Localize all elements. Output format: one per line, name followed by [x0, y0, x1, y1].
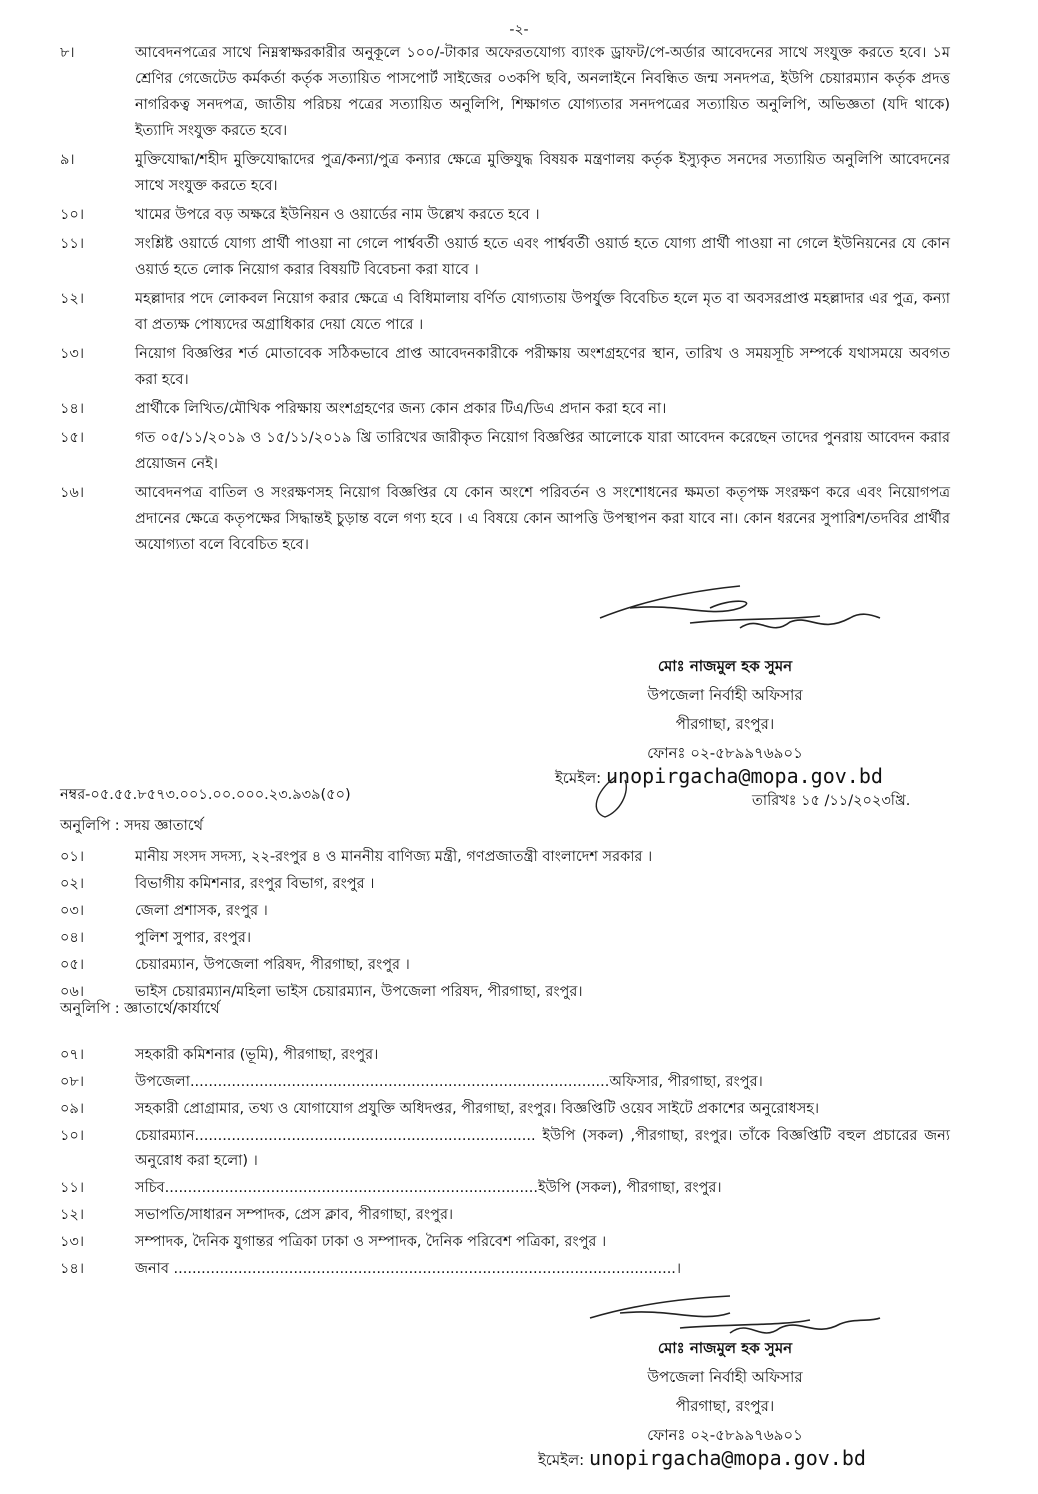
item-text: খামের উপরে বড় অক্ষরে ইউনিয়ন ও ওয়ার্ডের নাম উল্লেখ করতে হবে ।	[135, 207, 540, 223]
condition-item	[60, 231, 950, 283]
item-number: ৯।	[60, 152, 75, 168]
copy-item	[60, 1176, 950, 1201]
condition-item	[60, 40, 950, 144]
item-number: ৮।	[60, 45, 75, 61]
item-number: ১১।	[60, 236, 85, 252]
item-number: ১৩।	[60, 1234, 85, 1250]
memo-number: নম্বর-০৫.৫৫.৮৫৭৩.০০১.০০.০০০.২৩.৯৩৯(৫০)	[60, 787, 351, 803]
item-number: ১২।	[60, 1207, 85, 1223]
item-text: জেলা প্রশাসক, রংপুর ।	[135, 903, 268, 919]
item-text: সহকারী কমিশনার (ভূমি), পীরগাছা, রংপুর।	[135, 1047, 379, 1063]
item-text: বিভাগীয় কমিশনার, রংপুর বিভাগ, রংপুর ।	[135, 876, 375, 892]
item-text: চেয়ারম্যান.......................................................................... ইউপি (সকল) ,পীরগাছা, রংপুর। তাঁকে বিজ্ঞপ্তিটি বহুল প্রচারের জন্য অনুরোধ করা হলো) ।	[135, 1128, 950, 1169]
condition-item	[60, 425, 950, 477]
copy-item	[60, 1124, 950, 1174]
signatory-title: উপজেলা নির্বাহী অফিসার	[647, 686, 803, 704]
item-text: পুলিশ সুপার, রংপুর।	[135, 930, 252, 946]
copy-item	[60, 1043, 950, 1068]
page-number: -২-	[509, 22, 529, 38]
signatory-place: পীরগাছা, রংপুর।	[675, 715, 775, 733]
item-number: ১৪।	[60, 401, 85, 417]
item-number: ০৮।	[60, 1074, 85, 1090]
copy-item	[60, 953, 950, 978]
item-number: ১৪।	[60, 1261, 85, 1277]
item-text: জনাব .............................................................................................................।	[135, 1261, 682, 1277]
copy-item	[60, 1203, 950, 1228]
item-text: ভাইস চেয়ারম্যান/মহিলা ভাইস চেয়ারম্যান, উপজেলা পরিষদ, পীরগাছা, রংপুর।	[135, 984, 583, 1000]
item-number: ১৫।	[60, 430, 85, 446]
signature-block-1	[560, 652, 890, 768]
copy-item	[60, 845, 950, 870]
item-number: ১১।	[60, 1180, 85, 1196]
item-text: সহকারী প্রোগ্রামার, তথ্য ও যোগাযোগ প্রযুক্তি অধিদপ্তর, পীরগাছা, রংপুর। বিজ্ঞপ্তিটি ওয়েব সাইটে প্রকাশের অনুরোধসহ।	[135, 1101, 820, 1117]
item-text: গত ০৫/১১/২০১৯ ও ১৫/১১/২০১৯ খ্রি তারিখের জারীকৃত নিয়োগ বিজ্ঞপ্তির আলোকে যারা আবেদন করেছেন তাদের পুনরায় আবেদন করার প্রয়োজন নেই।	[135, 430, 950, 472]
signatory-name: মোঃ নাজমুল হক সুমন	[657, 657, 793, 675]
copy-action-list	[60, 1043, 950, 1284]
item-number: ১৬।	[60, 485, 85, 501]
item-text: সংশ্লিষ্ট ওয়ার্ডে যোগ্য প্রার্থী পাওয়া না গেলে পার্শ্ববর্তী ওয়ার্ড হতে এবং পার্শ্ববর্তী ওয়ার্ড হতে যোগ্য প্রার্থী পাওয়া না গেলে ইউনিয়নের যে কোন ওয়ার্ড হতে লোক নিয়োগ করার বিষয়টি বিবেচনা করা যাবে ।	[135, 236, 950, 278]
item-text: মানীয় সংসদ সদস্য, ২২-রংপুর ৪ ও মাননীয় বাণিজ্য মন্ত্রী, গণপ্রজাতন্ত্রী বাংলাদেশ সরকার ।	[135, 849, 653, 865]
copy-action-label: অনুলিপি : জ্ঞাতার্থে/কার্যার্থে	[60, 1001, 220, 1017]
signatory-title: উপজেলা নির্বাহী অফিসার	[647, 1368, 803, 1386]
copy-item	[60, 1257, 950, 1282]
copy-item	[60, 1097, 950, 1122]
item-text: মুক্তিযোদ্ধা/শহীদ মুক্তিযোদ্ধাদের পুত্র/কন্যা/পুত্র কন্যার ক্ষেত্রে মুক্তিযুদ্ধ বিষয়ক মন্ত্রণালয় কর্তৃক ইস্যুকৃত সনদের সত্যায়িত অনুলিপি আবেদনের সাথে সংযুক্ত করতে হবে।	[135, 152, 950, 194]
memo-date: তারিখঃ ১৫ /১১/২০২৩খ্রি.	[752, 793, 911, 809]
item-number: ১২।	[60, 291, 85, 307]
signature-block-2	[560, 1334, 890, 1450]
item-number: ০৫।	[60, 957, 85, 973]
item-number: ০৬।	[60, 984, 85, 1000]
item-text: প্রার্থীকে লিখিত/মৌখিক পরিক্ষায় অংশগ্রহণের জন্য কোন প্রকার টিএ/ডিএ প্রদান করা হবে না।	[135, 401, 667, 417]
item-number: ০৪।	[60, 930, 85, 946]
condition-item	[60, 286, 950, 338]
item-number: ১৩।	[60, 346, 85, 362]
copy-item	[60, 1070, 950, 1095]
copy-info-list	[60, 845, 950, 1007]
item-number: ০৭।	[60, 1047, 85, 1063]
item-text: আবেদনপত্র বাতিল ও সংরক্ষণসহ নিয়োগ বিজ্ঞপ্তির যে কোন অংশে পরিবর্তন ও সংশোধনের ক্ষমতা কতৃপক্ষ সংরক্ষণ করে এবং নিয়োগপত্র প্রদানের ক্ষেত্রে কতৃপক্ষের সিদ্ধান্তই চুড়ান্ত বলে গণ্য হবে । এ বিষয়ে কোন আপত্তি উপস্থাপন করা যাবে না। কোন ধরনের সুপারিশ/তদবির প্রার্থীর অযোগ্যতা বলে বিবেচিত হবে।	[135, 485, 950, 553]
signatory-place: পীরগাছা, রংপুর।	[675, 1397, 775, 1415]
item-text: আবেদনপত্রের সাথে নিম্নস্বাক্ষরকারীর অনুকূলে ১০০/-টাকার অফেরতযোগ্য ব্যাংক ড্রাফট/পে-অর্ডার আবেদনের সাথে সংযুক্ত করতে হবে। ১ম শ্রেণির গেজেটেড কর্মকর্তা কর্তৃক সত্যায়িত পাসপোর্ট সাইজের ০৩কপি ছবি, অনলাইনে নিবন্ধিত জন্ম সনদপত্র, ইউপি চেয়ারম্যান কর্তৃক প্রদত্ত নাগরিকত্ব সনদপত্র, জাতীয় পরিচয় পত্রের সত্যায়িত অনুলিপি, শিক্ষাগত যোগ্যতার সনদপত্রের সত্যায়িত অনুলিপি, অভিজ্ঞতা (যদি থাকে) ইত্যাদি সংযুক্ত করতে হবে।	[135, 45, 950, 139]
item-number: ১০।	[60, 207, 85, 223]
copy-item	[60, 926, 950, 951]
condition-item	[60, 147, 950, 199]
copy-item	[60, 872, 950, 897]
item-text: উপজেলা...........................................................................................অফিসার, পীরগাছা, রংপুর।	[135, 1074, 763, 1090]
copy-item	[60, 899, 950, 924]
condition-item	[60, 480, 950, 558]
condition-item	[60, 396, 950, 422]
copy-info-label: অনুলিপি : সদয় জ্ঞাতার্থে	[60, 818, 203, 834]
item-text: চেয়ারম্যান, উপজেলা পরিষদ, পীরগাছা, রংপুর ।	[135, 957, 410, 973]
item-number: ০১।	[60, 849, 85, 865]
item-number: ০৩।	[60, 903, 85, 919]
signatory-name: মোঃ নাজমুল হক সুমন	[657, 1339, 793, 1357]
email-label: ইমেইল:	[538, 1451, 585, 1469]
item-text: মহল্লাদার পদে লোকবল নিয়োগ করার ক্ষেত্রে এ বিধিমালায় বর্ণিত যোগ্যতায় উপর্যুক্ত বিবেচিত হলে মৃত বা অবসরপ্রাপ্ত মহল্লাদার এর পুত্র, কন্যা বা প্রত্যক্ষ পোষ্যদের অগ্রাধিকার দেয়া যেতে পারে ।	[135, 291, 950, 333]
email-address: unopirgacha@mopa.gov.bd	[588, 1446, 866, 1470]
copy-item	[60, 1230, 950, 1255]
item-text: সচিব.................................................................................ইউপি (সকল), পীরগাছা, রংপুর।	[135, 1180, 722, 1196]
item-text: নিয়োগ বিজ্ঞপ্তির শর্ত মোতাবেক সঠিকভাবে প্রাপ্ত আবেদনকারীকে পরীক্ষায় অংশগ্রহণের স্থান, তারিখ ও সময়সূচি সম্পর্কে যথাসময়ে অবগত করা হবে।	[135, 346, 950, 388]
initial-mark	[585, 772, 645, 822]
signatory-phone: ফোনঃ ০২-৫৮৯৯৭৬৯০১	[647, 1426, 803, 1444]
item-text: সভাপতি/সাধারন সম্পাদক, প্রেস ক্লাব, পীরগাছা, রংপুর।	[135, 1207, 454, 1223]
condition-item	[60, 202, 950, 228]
email-address: unopirgacha@mopa.gov.bd	[605, 764, 883, 788]
handwritten-signature	[590, 578, 890, 648]
item-number: ১০।	[60, 1128, 85, 1144]
email-label: ইমেইল:	[555, 769, 602, 787]
item-text: সম্পাদক, দৈনিক যুগান্তর পত্রিকা ঢাকা ও সম্পাদক, দৈনিক পরিবেশ পত্রিকা, রংপুর ।	[135, 1234, 607, 1250]
item-number: ০২।	[60, 876, 85, 892]
condition-item	[60, 341, 950, 393]
conditions-list	[60, 40, 950, 561]
signatory-email-row	[538, 1446, 866, 1474]
item-number: ০৯।	[60, 1101, 85, 1117]
signatory-phone: ফোনঃ ০২-৫৮৯৯৭৬৯০১	[647, 744, 803, 762]
